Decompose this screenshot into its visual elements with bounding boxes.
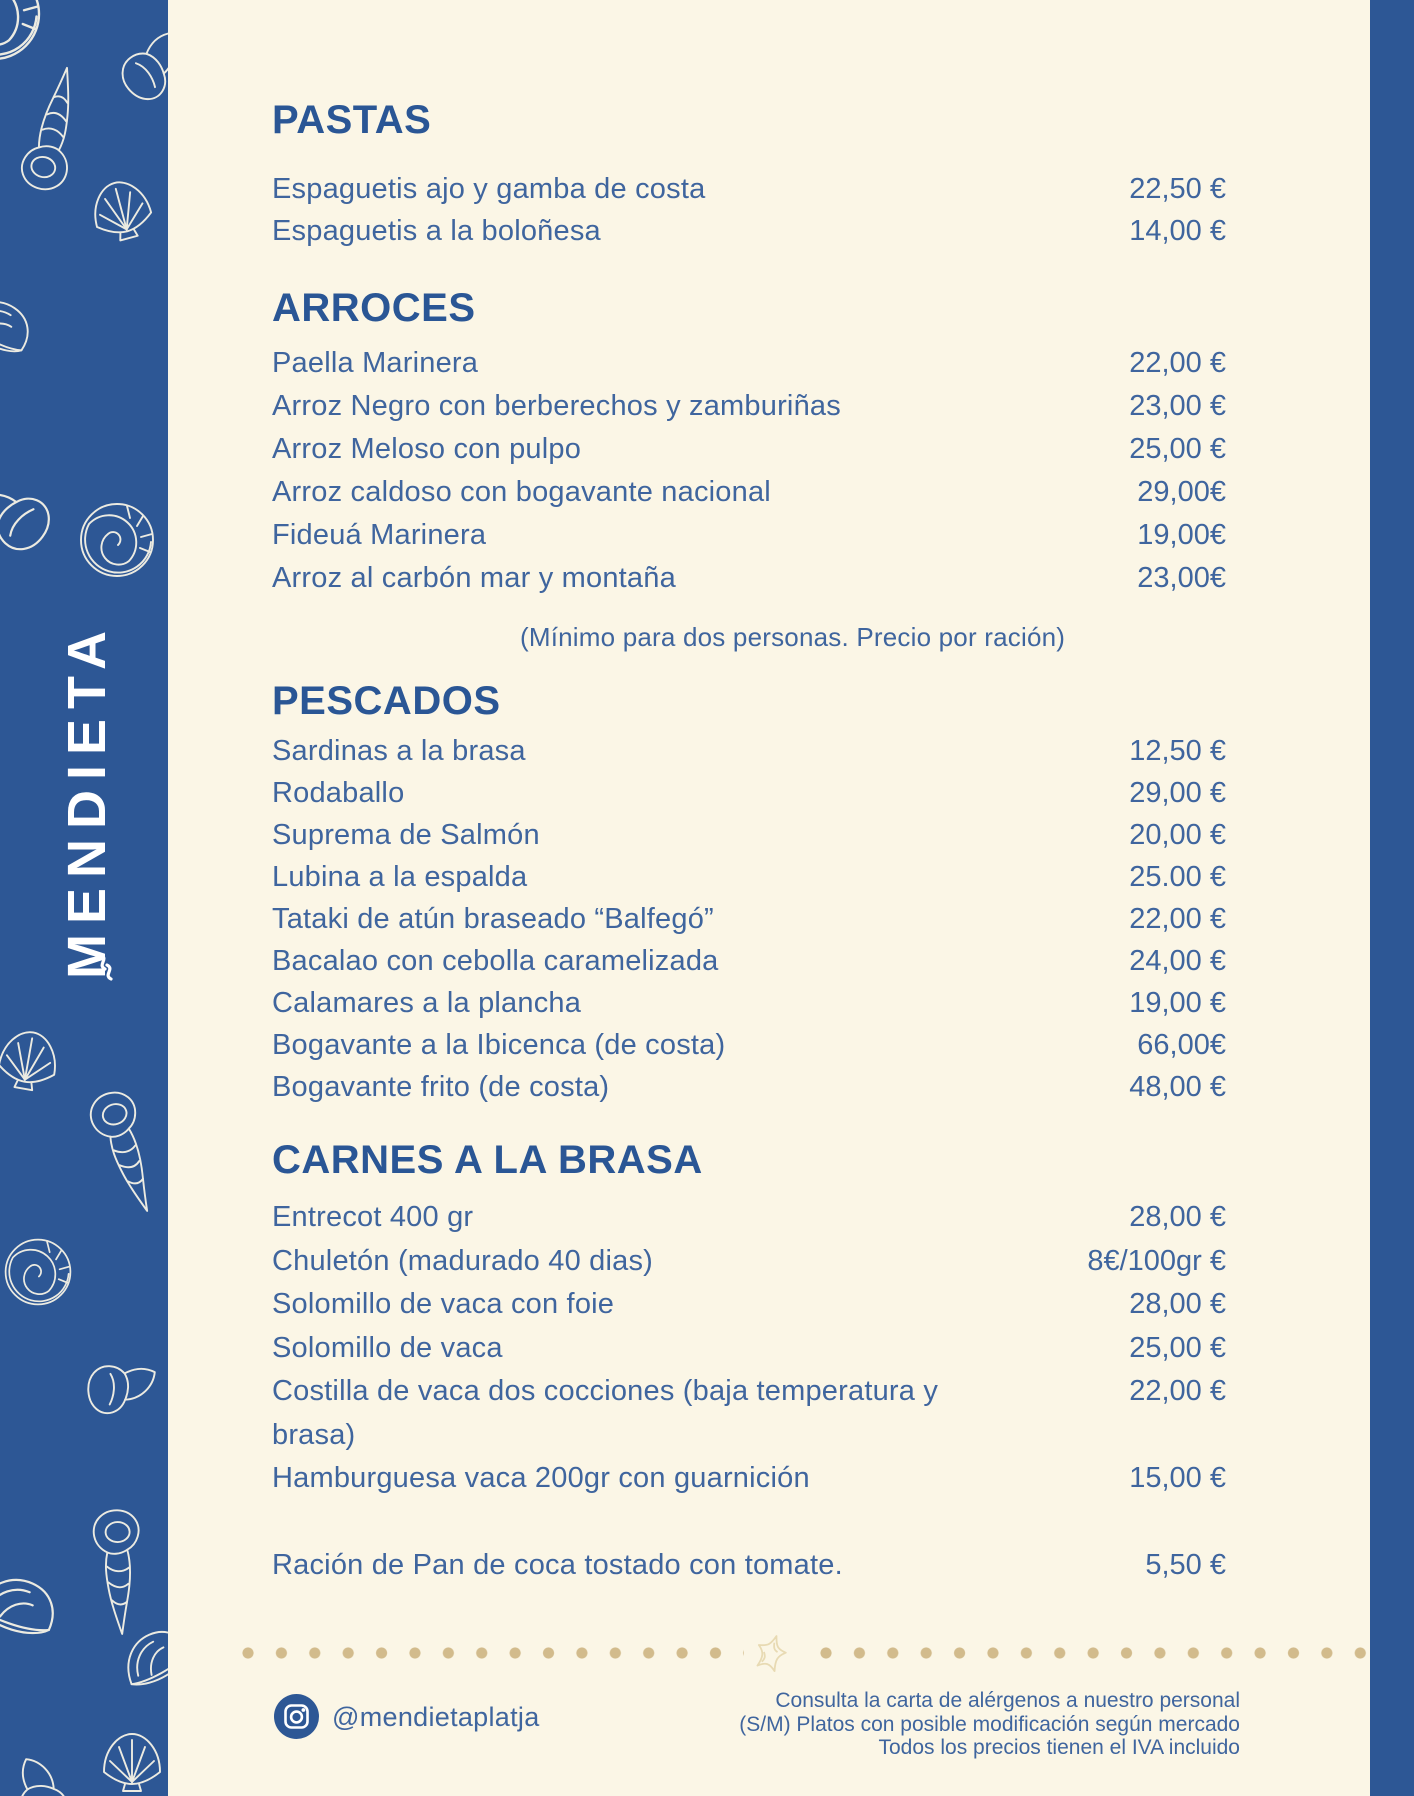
bread-item-row: [272, 1544, 1226, 1587]
menu-item-row: [272, 471, 1226, 514]
menu-item-name: Lubina a la espalda: [272, 861, 528, 893]
menu-item-row: [272, 1457, 1226, 1501]
menu-item-price: 25,00 €: [1129, 433, 1226, 465]
section-pastas: [272, 98, 1226, 247]
market-note: (S/M) Platos con posible modificación según mercado: [739, 1712, 1240, 1736]
minimum-persons-note: (Mínimo para dos personas. Precio por ración): [520, 622, 1066, 652]
section-carnes: [272, 1138, 1226, 1494]
brand-logo-vertical: MENDIETA: [57, 621, 117, 979]
menu-item-price: 22,00 €: [1129, 1375, 1226, 1407]
menu-item-name: Solomillo de vaca: [272, 1331, 503, 1364]
menu-item-name: Chuletón (madurado 40 dias): [272, 1244, 654, 1277]
menu-item-name: Costilla de vaca dos cocciones (baja temperatura y brasa): [272, 1375, 939, 1451]
starfish-icon: [746, 1632, 794, 1680]
menu-item-name: Fideuá Marinera: [272, 519, 487, 551]
menu-item-name: Arroz Negro con berberechos y zamburiñas: [272, 390, 841, 422]
sidebar-panel: [0, 0, 168, 1796]
menu-item-row: [272, 814, 1226, 856]
menu-item-row: [272, 1327, 1226, 1371]
menu-item-name: Hamburguesa vaca 200gr con guarnición: [272, 1462, 810, 1494]
wave-logo-icon: [97, 953, 117, 983]
menu-item-row: [272, 168, 1226, 210]
iva-note: Todos los precios tienen el IVA incluido: [878, 1736, 1240, 1759]
menu-item-row: [272, 898, 1226, 940]
menu-item-price: 22,50 €: [1129, 173, 1226, 205]
section-title: ARROCES: [272, 286, 476, 330]
section-title: PESCADOS: [272, 679, 501, 723]
dotted-divider-left: [242, 1647, 744, 1659]
menu-item-row: [272, 428, 1226, 471]
menu-item-price: 22,00 €: [1129, 347, 1226, 379]
menu-item-row: [272, 1240, 1226, 1284]
menu-item-name: Solomillo de vaca con foie: [272, 1288, 615, 1320]
menu-item-row: [272, 1024, 1226, 1066]
menu-item-name: Bogavante a la Ibicenca (de costa): [272, 1029, 726, 1061]
menu-item-price: 29,00 €: [1129, 777, 1226, 809]
menu-item-price: 12,50 €: [1129, 735, 1226, 767]
menu-item-row: [272, 940, 1226, 982]
section-items: [272, 730, 1226, 1108]
menu-item-name: Arroz al carbón mar y montaña: [272, 562, 676, 594]
section-title: PASTAS: [272, 98, 432, 142]
menu-item-name: Espaguetis ajo y gamba de costa: [272, 173, 706, 205]
menu-item-name: Espaguetis a la boloñesa: [272, 215, 601, 247]
menu-item-row: [272, 1066, 1226, 1108]
menu-item-name: Tataki de atún braseado “Balfegó”: [272, 903, 714, 935]
menu-item-price: 25.00 €: [1129, 861, 1226, 893]
allergen-note: Consulta la carta de alérgenos a nuestro personal: [775, 1689, 1240, 1712]
menu-item-name: Arroz caldoso con bogavante nacional: [272, 476, 771, 508]
right-border-bar: [1370, 0, 1414, 1796]
section-items: [272, 1196, 1226, 1501]
menu-item-price: 24,00 €: [1129, 945, 1226, 977]
menu-item-price: 15,00 €: [1129, 1462, 1226, 1494]
menu-item-row: [272, 1370, 1226, 1457]
menu-item-name: Ración de Pan de coca tostado con tomate.: [272, 1549, 843, 1581]
menu-item-price: 25,00 €: [1129, 1331, 1226, 1364]
menu-item-name: Arroz Meloso con pulpo: [272, 433, 582, 465]
menu-item-price: 23,00€: [1137, 562, 1226, 594]
menu-item-price: 28,00 €: [1129, 1288, 1226, 1320]
menu-item-price: 48,00 €: [1129, 1071, 1226, 1103]
menu-item-row: [272, 557, 1226, 600]
dotted-divider-right: [820, 1647, 1372, 1659]
menu-item-price: 19,00€: [1137, 519, 1226, 551]
section-pescados: [272, 679, 1226, 1103]
section-items: [272, 168, 1226, 252]
menu-item-name: Bacalao con cebolla caramelizada: [272, 945, 719, 977]
menu-item-row: [272, 730, 1226, 772]
menu-item-price: 23,00 €: [1129, 390, 1226, 422]
section-arroces: [272, 286, 1226, 594]
menu-item-name: Paella Marinera: [272, 347, 479, 379]
menu-item-row: [272, 1196, 1226, 1240]
menu-item-row: [272, 342, 1226, 385]
menu-item-price: 19,00 €: [1129, 987, 1226, 1019]
menu-item-row: [272, 982, 1226, 1024]
menu-item-price: 20,00 €: [1129, 819, 1226, 851]
menu-item-price: 5,50 €: [1145, 1549, 1226, 1581]
menu-item-price: 14,00 €: [1129, 215, 1226, 247]
section-items: [272, 342, 1226, 600]
menu-item-price: 28,00 €: [1129, 1201, 1226, 1233]
menu-item-name: Bogavante frito (de costa): [272, 1071, 610, 1103]
menu-item-name: Suprema de Salmón: [272, 819, 540, 851]
instagram-handle[interactable]: @mendietaplatja: [332, 1702, 540, 1732]
menu-item-price: 8€/100gr €: [1087, 1244, 1226, 1277]
menu-item-price: 22,00 €: [1129, 903, 1226, 935]
menu-item-price: 29,00€: [1137, 476, 1226, 508]
menu-item-name: Sardinas a la brasa: [272, 735, 526, 767]
menu-item-name: Rodaballo: [272, 777, 405, 809]
menu-item-price: 66,00€: [1137, 1029, 1226, 1061]
footer-notes: [640, 1689, 1240, 1760]
section-title: CARNES A LA BRASA: [272, 1138, 703, 1182]
menu-item-row: [272, 1283, 1226, 1327]
menu-item-row: [272, 514, 1226, 557]
menu-item-row: [272, 385, 1226, 428]
menu-item-name: Entrecot 400 gr: [272, 1201, 474, 1233]
instagram-icon[interactable]: [274, 1694, 319, 1739]
menu-item-row: [272, 856, 1226, 898]
menu-item-row: [272, 772, 1226, 814]
menu-item-name: Calamares a la plancha: [272, 987, 582, 1019]
menu-item-row: [272, 210, 1226, 252]
